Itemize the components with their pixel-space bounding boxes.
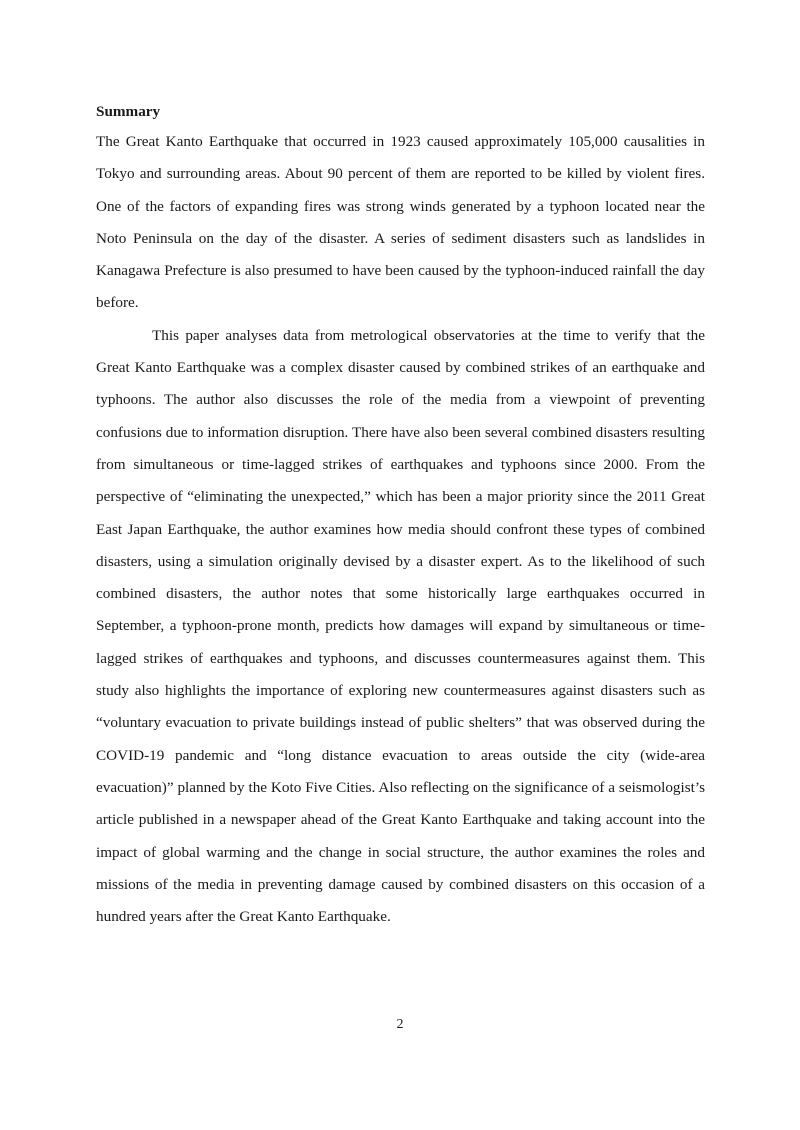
- paragraph-intro: The Great Kanto Earthquake that occurred in 1923 caused approximately 105,000 causalities in Tokyo and surrounding areas. About 90 percent of them are reported to be killed by violent fires. One of the factors of expanding fires was strong winds generated by a typhoon located near the Noto Peninsula on the day of the disaster. A series of sediment disasters such as landslides in Kanagawa Prefecture is also presumed to have been caused by the typhoon-induced rainfall the day before.: [96, 133, 705, 312]
- section-heading: Summary: [96, 103, 161, 120]
- paragraph-analysis: This paper analyses data from metrological observatories at the time to verify that the Great Kanto Earthquake was a complex disaster caused by combined strikes of an earthquake and typhoons. The author also discusses the role of the media from a viewpoint of preventing confusions due to information disruption. There have also been several combined disasters resulting from simultaneous or time-lagged strikes of earthquakes and typhoons since 2000. From the perspective of “eliminating the unexpected,” which has been a major priority since the 2011 Great East Japan Earthquake, the author examines how media should confront these types of combined disasters, using a simulation originally devised by a disaster expert. As to the likelihood of such combined disasters, the author notes that some historically large earthquakes occurred in September, a typhoon-prone month, predicts how damages will expand by simultaneous or time-lagged strikes of earthquakes and typhoons, and discusses countermeasures against them. This study also highlights the importance of exploring new countermeasures against disasters such as “voluntary evacuation to private buildings instead of public shelters” that was observed during the COVID-19 pandemic and “long distance evacuation to areas outside the city (wide-area evacuation)” planned by the Koto Five Cities. Also reflecting on the significance of a seismologist’s article published in a newspaper ahead of the Great Kanto Earthquake and taking account into the impact of global warming and the change in social structure, the author examines the roles and missions of the media in preventing damage caused by combined disasters on this occasion of a hundred years after the Great Kanto Earthquake.: [96, 326, 705, 926]
- page-number: 2: [396, 1017, 404, 1032]
- summary-section: [96, 97, 705, 933]
